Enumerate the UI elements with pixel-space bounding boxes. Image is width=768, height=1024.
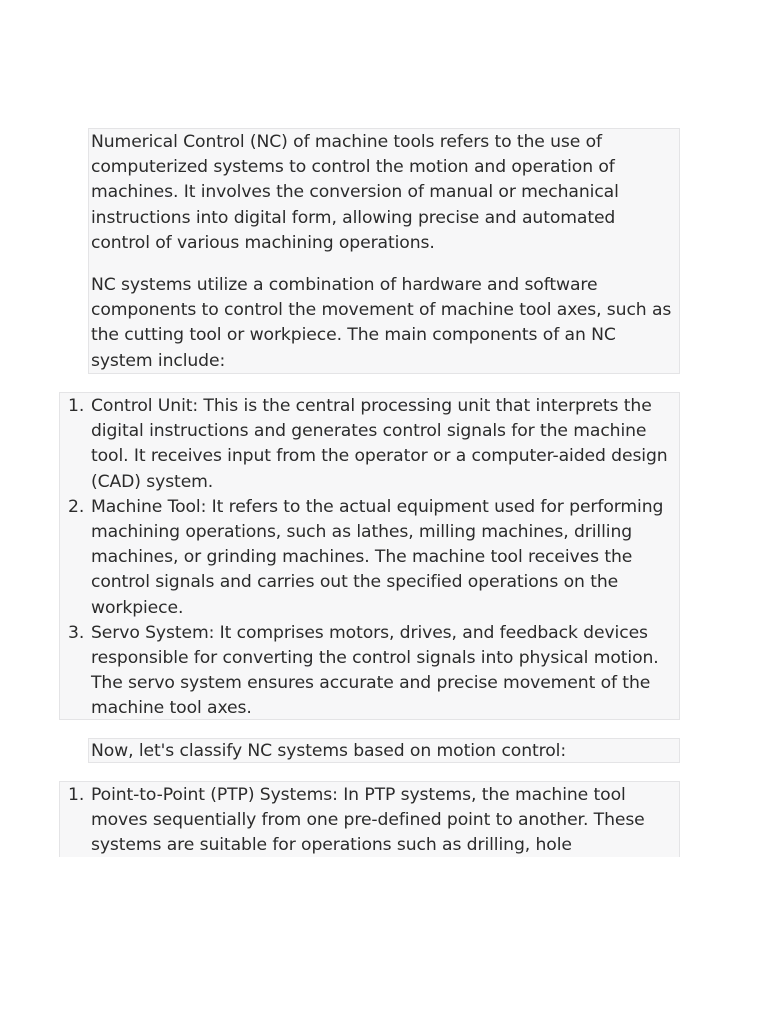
intro-paragraph: Numerical Control (NC) of machine tools refers to the use of computerized systems to control the motion and operation of machines. It involves the conversion of manual or mechanical instructions into digital form, allowing precise and automated control of various machining operations. [91, 132, 619, 253]
list-item [60, 495, 679, 621]
list-item-text: Point-to-Point (PTP) Systems: In PTP systems, the machine tool moves sequentially from one pre-defined point to another. These systems are suitable for operations such as drilling, hole [91, 785, 645, 856]
classify-section [88, 738, 680, 763]
list-item-number: 1. [68, 396, 85, 416]
components-list [60, 394, 679, 722]
classify-text: Now, let's classify NC systems based on motion control: [91, 741, 567, 761]
classification-list-section [59, 781, 680, 857]
list-item [60, 394, 679, 495]
classification-list [60, 783, 679, 857]
list-item-text: Control Unit: This is the central processing unit that interprets the digital instructions and generates control signals for the machine tool. It receives input from the operator or a computer-aided design (CAD) system. [91, 396, 668, 492]
components-list-section [59, 392, 680, 720]
list-item-number: 2. [68, 496, 85, 517]
list-item-text: Machine Tool: It refers to the actual equipment used for performing machining operations, such as lathes, milling machines, drilling machines, or grinding machines. The machine tool receives the control signals and carries out the specified operations on the workpiece. [91, 496, 664, 618]
list-item [60, 783, 679, 857]
intro-paragraph: NC systems utilize a combination of hardware and software components to control the movement of machine tool axes, such as the cutting tool or workpiece. The main components of an NC system include: [91, 275, 672, 371]
list-item-text: Servo System: It comprises motors, drives, and feedback devices responsible for converting the control signals into physical motion. The servo system ensures accurate and precise movement of the machine tool axes. [91, 622, 659, 719]
list-item-number: 3. [68, 622, 85, 643]
list-item-number: 1. [68, 785, 85, 805]
intro-section [88, 128, 680, 374]
list-item [60, 621, 679, 722]
